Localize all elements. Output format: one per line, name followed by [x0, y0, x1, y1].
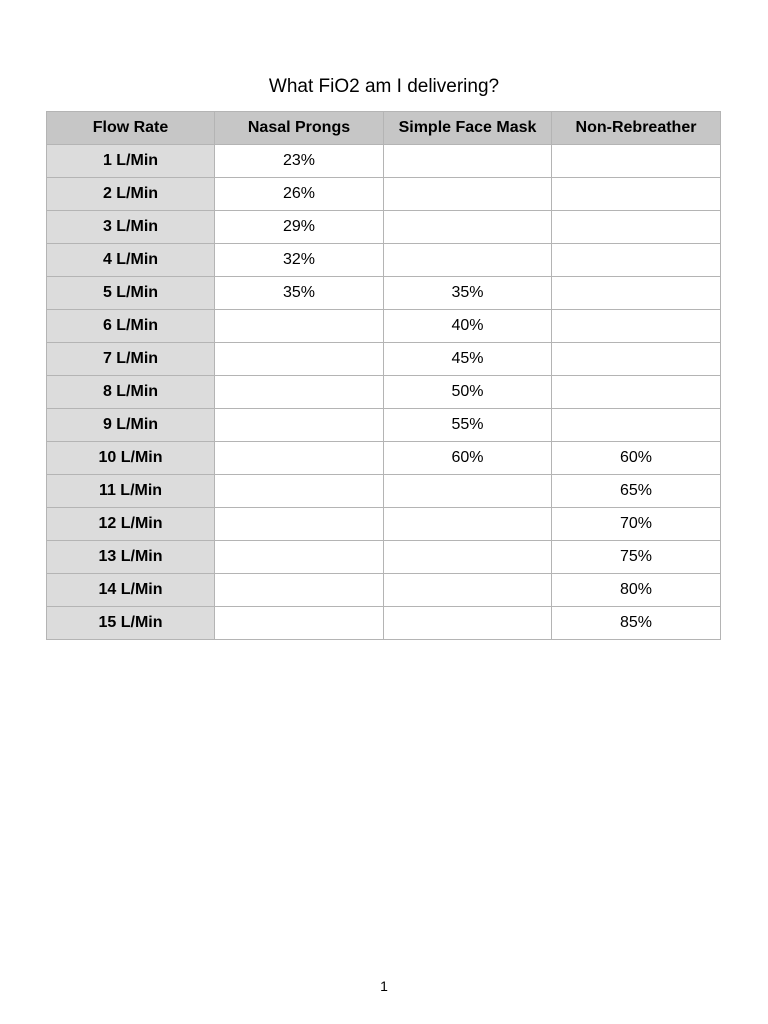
simple-face-mask-cell	[384, 574, 552, 607]
nasal-prongs-cell	[215, 442, 384, 475]
non-rebreather-cell	[552, 211, 721, 244]
non-rebreather-cell: 65%	[552, 475, 721, 508]
simple-face-mask-cell	[384, 607, 552, 640]
table-row	[47, 475, 721, 508]
simple-face-mask-cell	[384, 178, 552, 211]
flow-rate-cell: 9 L/Min	[47, 409, 215, 442]
non-rebreather-cell	[552, 145, 721, 178]
table-row	[47, 409, 721, 442]
non-rebreather-cell	[552, 343, 721, 376]
nasal-prongs-cell: 26%	[215, 178, 384, 211]
nasal-prongs-cell	[215, 607, 384, 640]
simple-face-mask-cell	[384, 244, 552, 277]
nasal-prongs-cell	[215, 376, 384, 409]
nasal-prongs-cell: 35%	[215, 277, 384, 310]
nasal-prongs-cell	[215, 508, 384, 541]
simple-face-mask-cell	[384, 508, 552, 541]
flow-rate-cell: 3 L/Min	[47, 211, 215, 244]
column-header-nasal-prongs: Nasal Prongs	[215, 112, 384, 145]
table-row	[47, 442, 721, 475]
non-rebreather-cell	[552, 409, 721, 442]
nasal-prongs-cell: 29%	[215, 211, 384, 244]
table-row	[47, 574, 721, 607]
table-body	[47, 145, 721, 640]
flow-rate-cell: 7 L/Min	[47, 343, 215, 376]
non-rebreather-cell: 75%	[552, 541, 721, 574]
simple-face-mask-cell: 35%	[384, 277, 552, 310]
column-header-simple-face-mask: Simple Face Mask	[384, 112, 552, 145]
page-title: What FiO2 am I delivering?	[268, 76, 500, 97]
flow-rate-cell: 15 L/Min	[47, 607, 215, 640]
simple-face-mask-cell: 45%	[384, 343, 552, 376]
nasal-prongs-cell	[215, 409, 384, 442]
column-header-non-rebreather: Non-Rebreather	[552, 112, 721, 145]
simple-face-mask-cell: 50%	[384, 376, 552, 409]
simple-face-mask-cell	[384, 541, 552, 574]
simple-face-mask-cell: 60%	[384, 442, 552, 475]
column-header-flow-rate: Flow Rate	[47, 112, 215, 145]
nasal-prongs-cell	[215, 475, 384, 508]
flow-rate-cell: 8 L/Min	[47, 376, 215, 409]
nasal-prongs-cell	[215, 343, 384, 376]
nasal-prongs-cell	[215, 310, 384, 343]
simple-face-mask-cell: 40%	[384, 310, 552, 343]
flow-rate-cell: 6 L/Min	[47, 310, 215, 343]
table-header-row	[47, 112, 721, 145]
table-row	[47, 376, 721, 409]
flow-rate-cell: 12 L/Min	[47, 508, 215, 541]
table-row	[47, 178, 721, 211]
table-row	[47, 277, 721, 310]
non-rebreather-cell	[552, 376, 721, 409]
table-row	[47, 145, 721, 178]
flow-rate-cell: 4 L/Min	[47, 244, 215, 277]
flow-rate-cell: 14 L/Min	[47, 574, 215, 607]
simple-face-mask-cell	[384, 145, 552, 178]
nasal-prongs-cell	[215, 574, 384, 607]
fio2-table	[46, 111, 721, 640]
nasal-prongs-cell: 23%	[215, 145, 384, 178]
flow-rate-cell: 1 L/Min	[47, 145, 215, 178]
flow-rate-cell: 2 L/Min	[47, 178, 215, 211]
non-rebreather-cell: 60%	[552, 442, 721, 475]
flow-rate-cell: 13 L/Min	[47, 541, 215, 574]
table-row	[47, 244, 721, 277]
flow-rate-cell: 5 L/Min	[47, 277, 215, 310]
non-rebreather-cell	[552, 178, 721, 211]
table-row	[47, 343, 721, 376]
table-row	[47, 211, 721, 244]
simple-face-mask-cell	[384, 211, 552, 244]
nasal-prongs-cell	[215, 541, 384, 574]
non-rebreather-cell: 85%	[552, 607, 721, 640]
nasal-prongs-cell: 32%	[215, 244, 384, 277]
non-rebreather-cell	[552, 277, 721, 310]
flow-rate-cell: 10 L/Min	[47, 442, 215, 475]
table-row	[47, 310, 721, 343]
non-rebreather-cell	[552, 244, 721, 277]
non-rebreather-cell: 70%	[552, 508, 721, 541]
table-row	[47, 607, 721, 640]
non-rebreather-cell	[552, 310, 721, 343]
simple-face-mask-cell: 55%	[384, 409, 552, 442]
table-row	[47, 508, 721, 541]
table-row	[47, 541, 721, 574]
page-number: 1	[380, 978, 388, 994]
simple-face-mask-cell	[384, 475, 552, 508]
flow-rate-cell: 11 L/Min	[47, 475, 215, 508]
non-rebreather-cell: 80%	[552, 574, 721, 607]
